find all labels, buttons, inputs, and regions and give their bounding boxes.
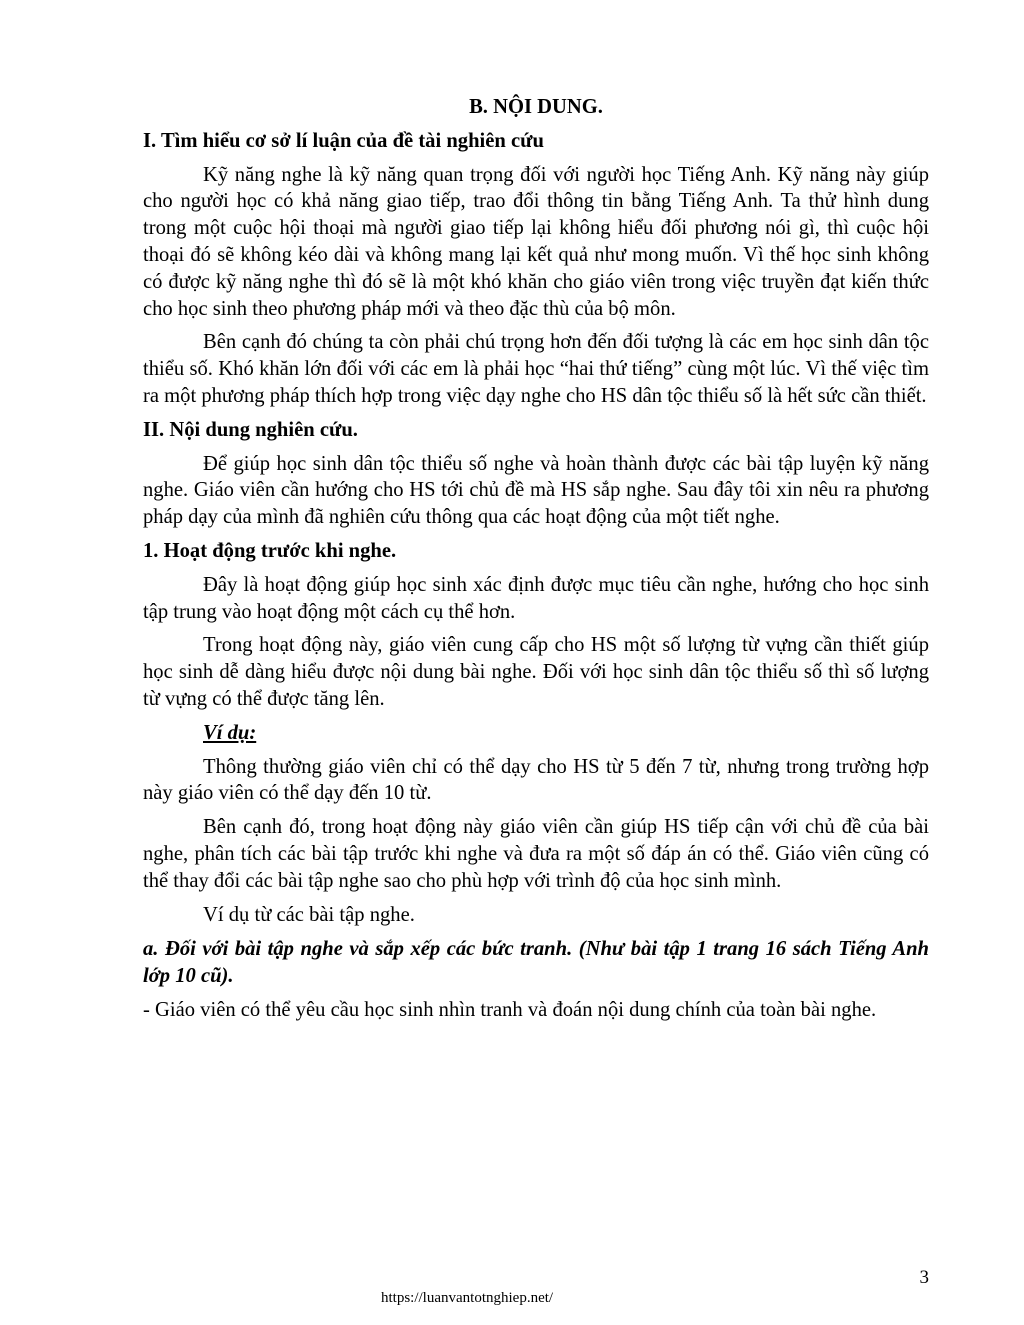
paragraph-8: Ví dụ từ các bài tập nghe. <box>203 903 415 926</box>
section-1-title: I. Tìm hiểu cơ sở lí luận của đề tài nghiên cứu <box>143 129 544 152</box>
paragraph-7: Bên cạnh đó, trong hoạt động này giáo viên cần giúp HS tiếp cận với chủ đề của bài nghe, phân tích các bài tập trước khi nghe và đưa ra một số đáp án có thể. Giáo viên cũng có thể thay đổi các bài tập nghe sao cho phù hợp với trình độ của học sinh mình. <box>143 816 929 892</box>
paragraph-6: Thông thường giáo viên chỉ có thể dạy cho HS từ 5 đến 7 từ, nhưng trong trường hợp này giáo viên có thể dạy đến 10 từ. <box>143 755 929 805</box>
example-label: Ví dụ: <box>203 721 257 744</box>
section-2-title: II. Nội dung nghiên cứu. <box>143 418 358 441</box>
paragraph-1: Kỹ năng nghe là kỹ năng quan trọng đối với người học Tiếng Anh. Kỹ năng này giúp cho người học có khả năng giao tiếp, trao đổi thông tin bằng Tiếng Anh. Ta thử hình dung trong một cuộc hội thoại mà người giao tiếp lại không hiểu đối phương nói gì, thì cuộc hội thoại đó sẽ không kéo dài và không mang lại kết quả như mong muốn. Vì thế học sinh không có được kỹ năng nghe thì đó sẽ là một khó khăn cho giáo viên trong việc truyền đạt kiến thức cho học sinh theo phương pháp mới và theo đặc thù của bộ môn. <box>143 163 929 320</box>
page-number: 3 <box>919 1267 929 1288</box>
document-heading: B. NỘI DUNG. <box>469 96 603 118</box>
example-label-line <box>143 720 929 747</box>
document-page <box>143 94 929 1024</box>
subsection-1-title: 1. Hoạt động trước khi nghe. <box>143 539 397 562</box>
paragraph-3: Để giúp học sinh dân tộc thiểu số nghe và hoàn thành được các bài tập luyện kỹ năng nghe. Giáo viên cần hướng cho HS tới chủ đề mà HS sắp nghe. Sau đây tôi xin nêu ra phương pháp dạy của mình đã nghiên cứu thông qua các hoạt động của một tiết nghe. <box>143 452 929 529</box>
footer-url[interactable]: https://luanvantotnghiep.net/ <box>381 1290 554 1306</box>
paragraph-9: - Giáo viên có thể yêu cầu học sinh nhìn tranh và đoán nội dung chính của toàn bài nghe. <box>143 998 877 1021</box>
paragraph-4: Đây là hoạt động giúp học sinh xác định được mục tiêu cần nghe, hướng cho học sinh tập trung vào hoạt động một cách cụ thể hơn. <box>143 573 929 623</box>
paragraph-2: Bên cạnh đó chúng ta còn phải chú trọng hơn đến đối tượng là các em học sinh dân tộc thiểu số. Khó khăn lớn đối với các em là phải học “hai thứ tiếng” cùng một lúc. Vì thế việc tìm ra một phương pháp thích hợp trong việc dạy nghe cho HS dân tộc thiểu số là hết sức cần thiết. <box>143 331 929 407</box>
paragraph-5: Trong hoạt động này, giáo viên cung cấp cho HS một số lượng từ vựng cần thiết giúp học sinh dễ dàng hiểu được nội dung bài nghe. Đối với học sinh dân tộc thiểu số thì số lượng từ vựng có thể được tăng lên. <box>143 634 929 710</box>
item-a-title: a. Đối với bài tập nghe và sắp xếp các bức tranh. (Như bài tập 1 trang 16 sách Tiếng Anh lớp 10 cũ). <box>143 938 929 988</box>
